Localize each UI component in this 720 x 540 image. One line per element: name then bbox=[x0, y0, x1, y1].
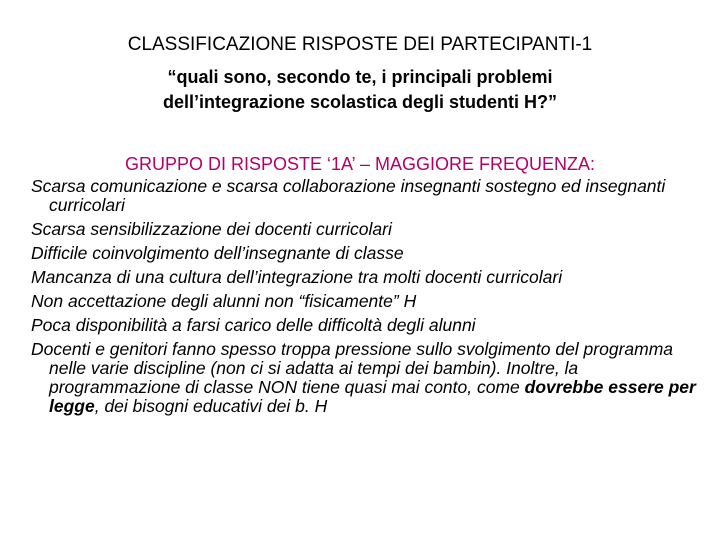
answer-text-after: , dei bisogni educativi dei b. H bbox=[94, 396, 328, 416]
answer-item: Scarsa sensibilizzazione dei docenti curricolari bbox=[31, 219, 392, 239]
answer-item: Mancanza di una cultura dell’integrazione tra molti docenti curricolari bbox=[31, 267, 563, 287]
survey-question-line-2: dell’integrazione scolastica degli studenti H?” bbox=[162, 92, 558, 112]
answer-group-heading: GRUPPO DI RISPOSTE ‘1A’ – MAGGIORE FREQUENZA: bbox=[124, 154, 596, 174]
answer-item-last bbox=[31, 340, 711, 416]
answer-list bbox=[31, 177, 711, 421]
slide-title: CLASSIFICAZIONE RISPOSTE DEI PARTECIPANTI-1 bbox=[127, 34, 593, 55]
survey-question bbox=[60, 65, 660, 115]
answer-item: Scarsa comunicazione e scarsa collaborazione insegnanti sostegno ed insegnanti curricolari bbox=[31, 176, 666, 215]
answer-item: Difficile coinvolgimento dell’insegnante di classe bbox=[31, 243, 404, 263]
answer-item: Poca disponibilità a farsi carico delle difficoltà degli alunni bbox=[31, 315, 476, 335]
survey-question-line-1: “quali sono, secondo te, i principali problemi bbox=[167, 67, 553, 87]
answer-item: Non accettazione degli alunni non “fisicamente” H bbox=[31, 291, 417, 311]
answer-text-before: Docenti e genitori fanno spesso troppa pressione sullo svolgimento del programma nelle varie discipline (non ci si adatta ai tempi dei bambin). Inoltre, la programmazione di classe NON tiene quasi mai conto, come bbox=[31, 339, 674, 397]
answer-emphasis: dovrebbe essere per legge bbox=[49, 377, 696, 416]
